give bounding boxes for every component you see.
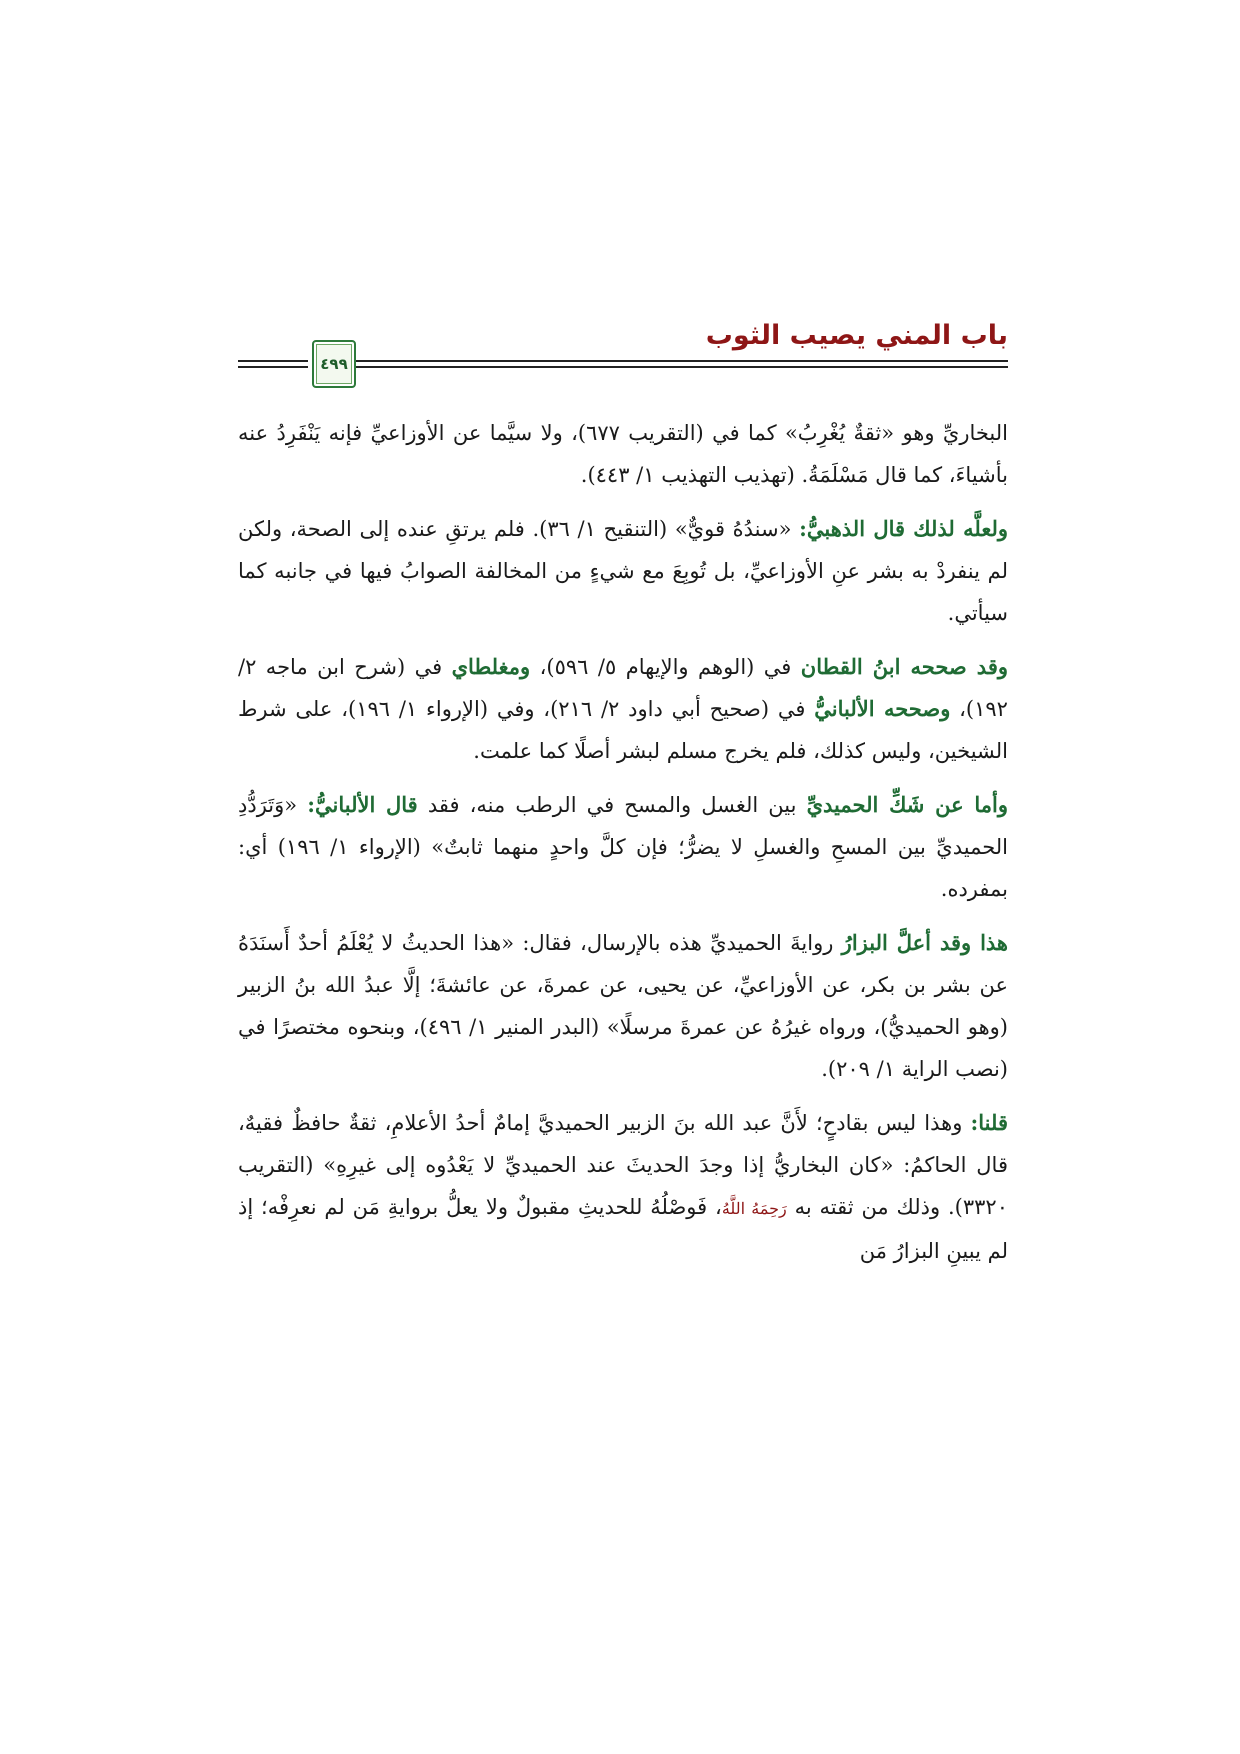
paragraph-text: ، فَوصْلُهُ للحديثِ مقبولٌ ولا يعلُّ بروايةِ مَن لم نعرِفْه؛ إذ لم يبينِ البزارُ مَن xyxy=(238,1195,1008,1263)
page-number-badge xyxy=(312,340,356,388)
paragraph-text: في (صحيح أبي داود ٢/ ٢١٦)، وفي (الإرواء ١/ ١٩٦)، على شرط الشيخين، وليس كذلك، فلم يخرج مسلم لبشر أصلًا كما علمت. xyxy=(238,697,1008,763)
running-title: باب المني يصيب الثوب xyxy=(705,320,1008,351)
header-rule xyxy=(356,366,1008,368)
paragraph xyxy=(238,646,1008,772)
paragraph-text: البخاريِّ وهو «ثقةٌ يُغْرِبُ» كما في (التقريب ٦٧٧)، ولا سيَّما عن الأوزاعيِّ فإنه يَنْفَرِدُ عنه بأشياءَ، كما قال مَسْلَمَةُ. (تهذيب التهذيب ١/ ٤٤٣). xyxy=(238,421,1008,487)
page-header xyxy=(238,318,1008,378)
paragraph-text: وهذا ليس بقادحٍ؛ لأَنَّ عبد الله بنَ الزبير الحميديَّ إمامٌ أحدُ الأعلامِ، ثقةٌ حافظٌ فقيهٌ، قال الحاكمُ: «كان البخاريُّ إذا وجدَ الحديثَ عند الحميديِّ لا يَعْدُوه إلى غيرِهِ» (التقريب ٣٣٢٠). وذلك من ثقته به xyxy=(238,1111,1008,1219)
paragraph-text: في (الوهم والإيهام ٥/ ٥٩٦)، xyxy=(530,655,801,679)
paragraph-text: روايةَ الحميديِّ هذه بالإرسال، فقال: «هذا الحديثُ لا يُعْلَمُ أحدٌ أَسنَدَهُ عن بشر بن بكر، عن الأوزاعيِّ، عن يحيى، عن عمرةَ، عن عائشةَ؛ إلَّا عبدُ الله بنُ الزبير (وهو الحميديُّ)، ورواه غيرُهُ عن عمرةَ مرسلًا» (البدر المنير ١/ ٤٩٦)، وبنحوه مختصرًا في (نصب الراية ١/ ٢٠٩). xyxy=(238,931,1008,1081)
highlighted-phrase: وقد صححه ابنُ القطان xyxy=(800,654,1008,679)
main-text xyxy=(238,412,1008,1284)
paragraph xyxy=(238,784,1008,910)
paragraph-text: «وَتَرَدُّدِ الحميديِّ بين المسحِ والغسلِ لا يضرُّ؛ فإن كلَّ واحدٍ منهما ثابتٌ» (الإرواء ١/ ١٩٦) أي: بمفرده. xyxy=(238,793,1008,901)
header-rule xyxy=(238,360,308,362)
paragraph-text: في (شرح ابن ماجه ٢/ ١٩٢)، xyxy=(238,655,1008,721)
highlighted-phrase: وأما عن شَكِّ الحميديِّ xyxy=(806,792,1008,817)
highlighted-phrase: قلنا: xyxy=(970,1110,1008,1135)
highlighted-phrase: قال الألبانيُّ: xyxy=(307,792,418,817)
honorific-symbol: رَحِمَهُ اللَّهُ xyxy=(721,1199,787,1218)
paragraph xyxy=(238,412,1008,496)
paragraph-text: «سندُهُ قويٌّ» (التنقيح ١/ ٣٦). فلم يرتقِ عنده إلى الصحة، ولكن لم ينفردْ به بشر عنِ الأوزاعيِّ، بل تُوبِعَ مع شيءٍ من المخالفة الصوابُ فيها في جانبه كما سيأتي. xyxy=(238,517,1008,625)
highlighted-phrase: ولعلَّه لذلك قال الذهبيُّ: xyxy=(799,516,1008,541)
highlighted-phrase: ومغلطاي xyxy=(451,654,531,679)
paragraph xyxy=(238,922,1008,1090)
header-rule xyxy=(238,366,308,368)
paragraph xyxy=(238,1102,1008,1272)
highlighted-phrase: هذا وقد أعلَّ البزارُ xyxy=(841,930,1009,955)
highlighted-phrase: وصححه الألبانيُّ xyxy=(814,696,951,721)
page-number: ٤٩٩ xyxy=(320,355,348,373)
header-rule xyxy=(356,360,1008,362)
paragraph xyxy=(238,508,1008,634)
paragraph-text: بين الغسل والمسح في الرطب منه، فقد xyxy=(417,793,807,817)
